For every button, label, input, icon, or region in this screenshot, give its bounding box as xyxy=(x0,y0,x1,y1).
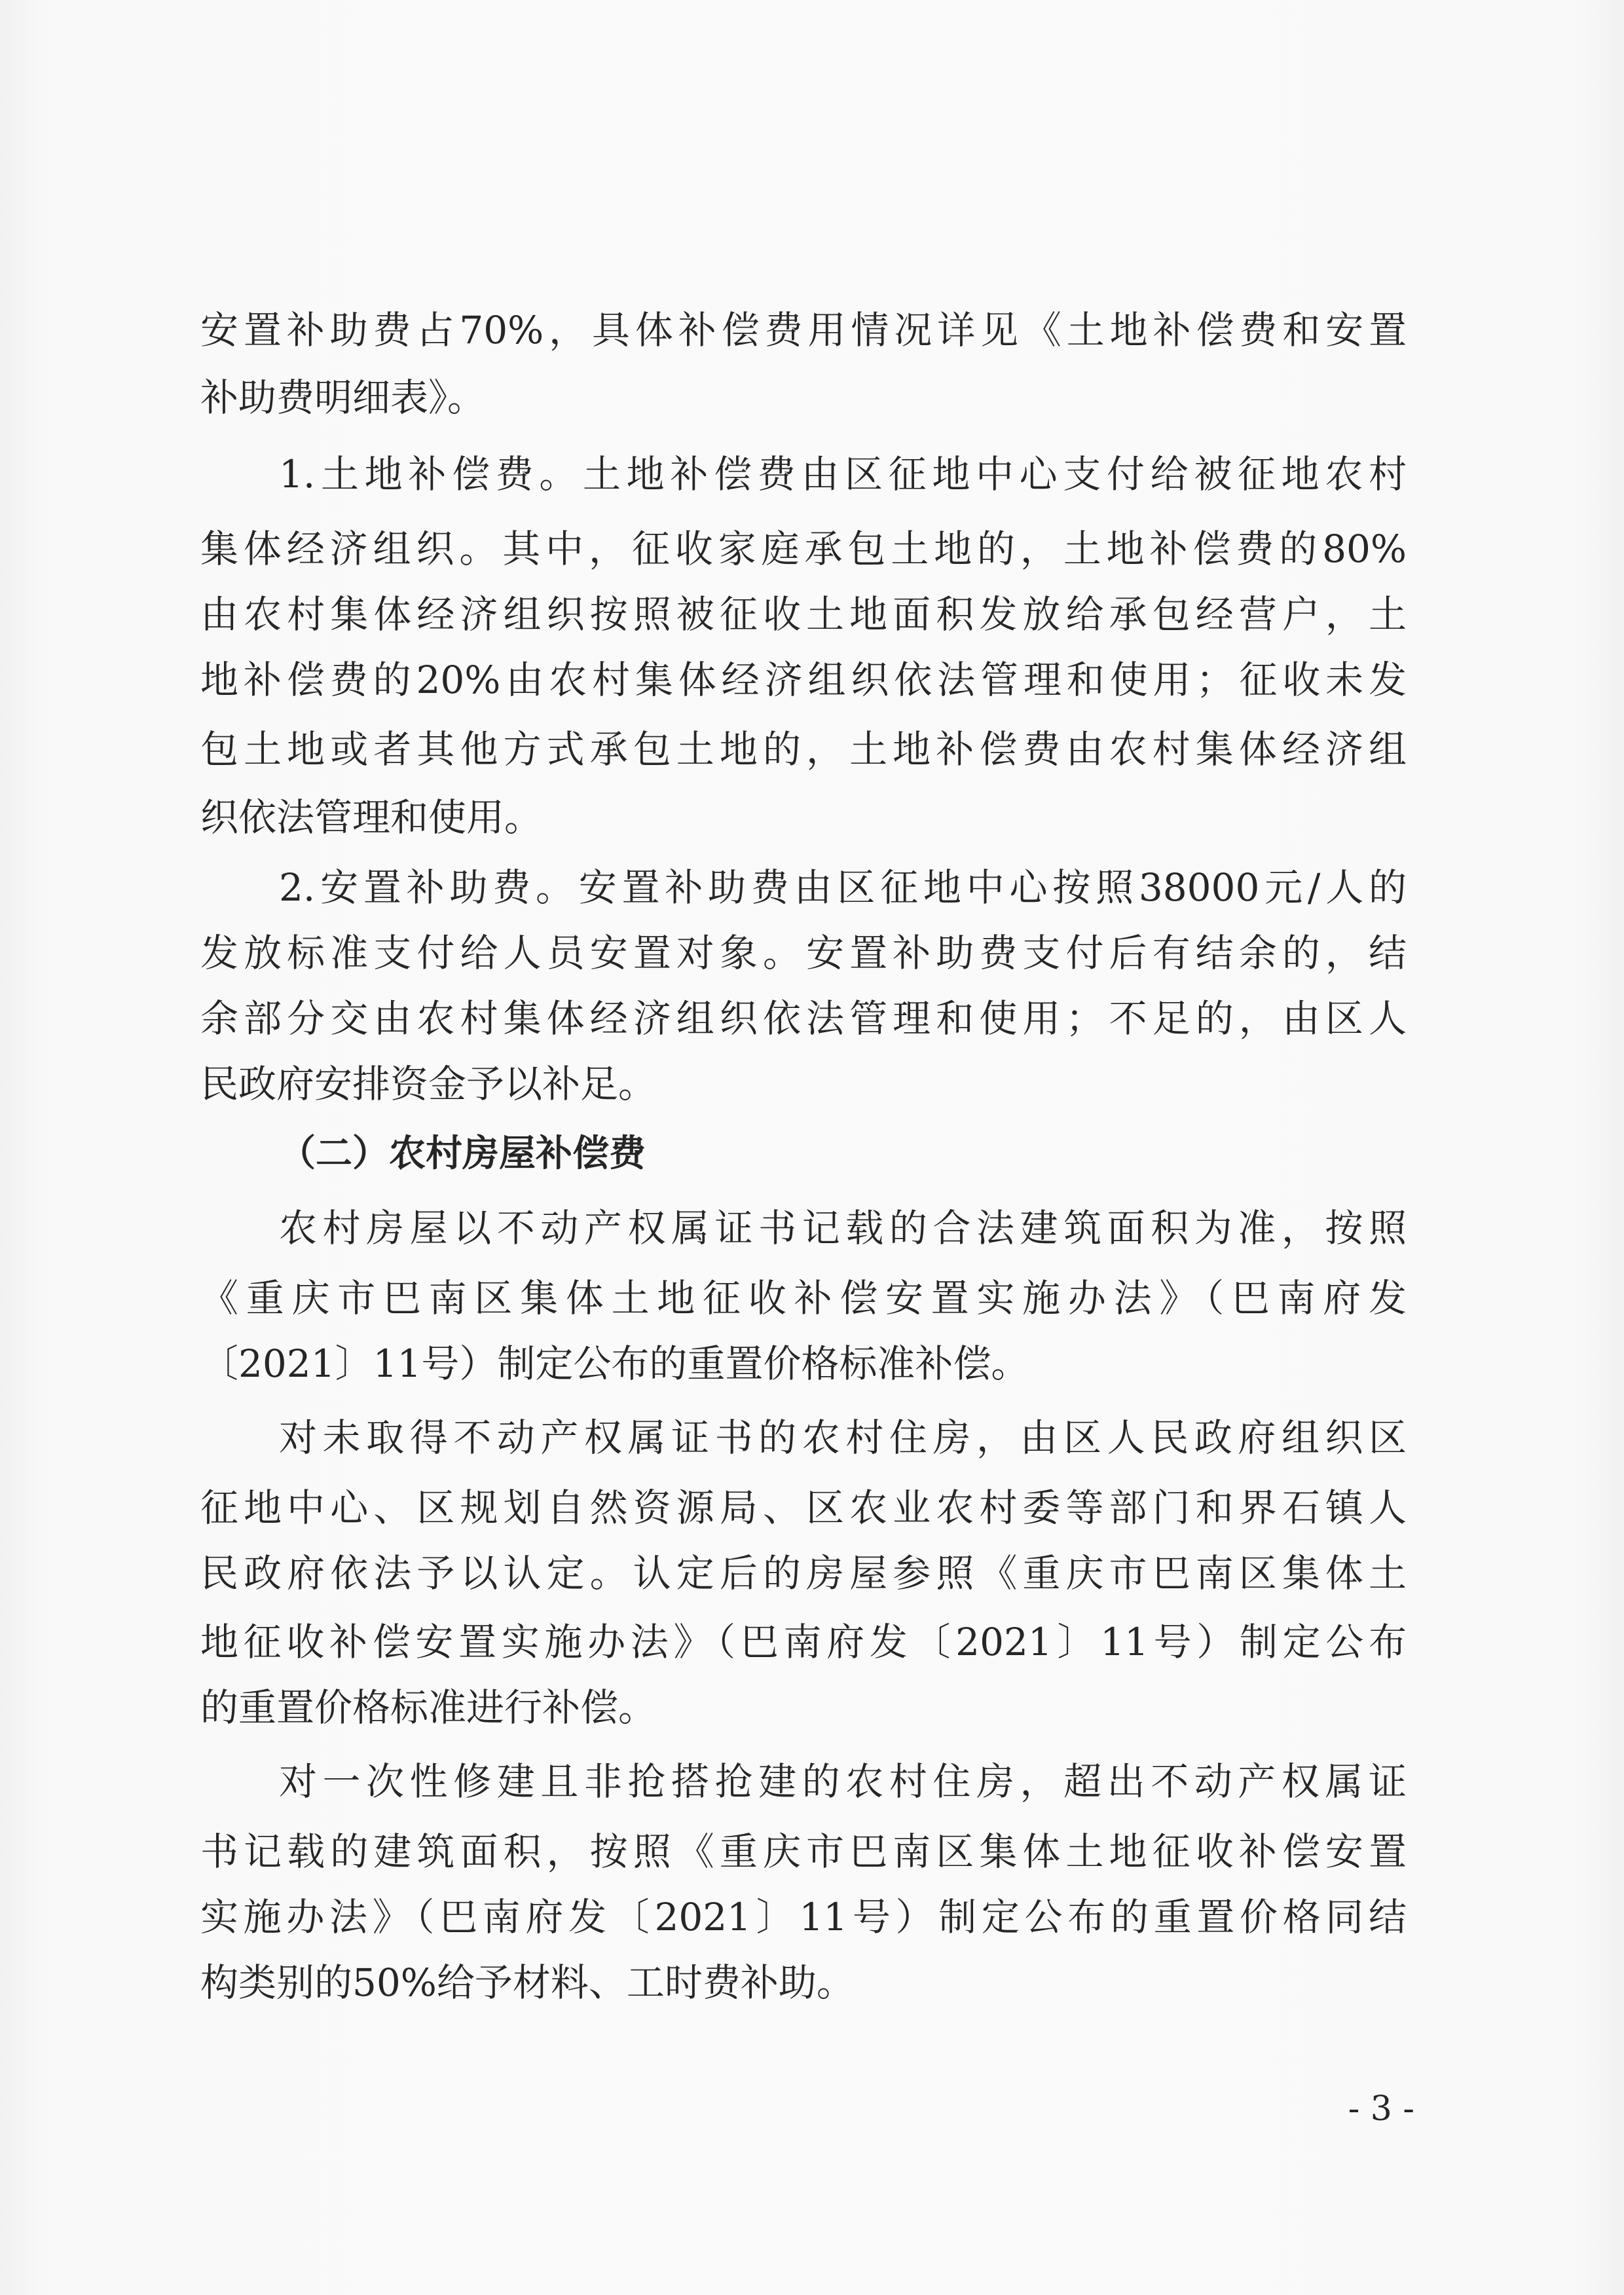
text-line: 实施办法》（巴南府发〔2021〕11号）制定公布的重置价格同结 xyxy=(200,1895,1407,1939)
text-line: 2.安置补助费。安置补助费由区征地中心按照38000元/人的 xyxy=(279,865,1407,910)
text-line: 征地中心、区规划自然资源局、区农业农村委等部门和界石镇人 xyxy=(200,1485,1407,1530)
text-line: 发放标准支付给人员安置对象。安置补助费支付后有结余的，结 xyxy=(200,931,1407,975)
text-line: 地补偿费的20%由农村集体经济组织依法管理和使用；征收未发 xyxy=(200,658,1407,702)
text-line: 书记载的建筑面积，按照《重庆市巴南区集体土地征收补偿安置 xyxy=(200,1829,1407,1874)
text-line: 对一次性修建且非抢搭抢建的农村住房，超出不动产权属证 xyxy=(279,1759,1407,1804)
text-line: 的重置价格标准进行补偿。 xyxy=(200,1685,657,1730)
text-line: 民政府安排资金予以补足。 xyxy=(200,1062,657,1106)
text-line: 农村房屋以不动产权属证书记载的合法建筑面积为准，按照 xyxy=(279,1206,1407,1250)
text-line: 1.土地补偿费。土地补偿费由区征地中心支付给被征地农村 xyxy=(279,452,1407,496)
text-line: 地征收补偿安置实施办法》（巴南府发〔2021〕11号）制定公布 xyxy=(200,1620,1407,1664)
page-number: - 3 - xyxy=(1348,2089,1414,2129)
text-line: 安置补助费占70%，具体补偿费用情况详见《土地补偿费和安置 xyxy=(200,308,1407,352)
text-line: 余部分交由农村集体经济组织依法管理和使用；不足的，由区人 xyxy=(200,996,1407,1041)
text-line: 织依法管理和使用。 xyxy=(200,795,543,840)
text-line: 补助费明细表》。 xyxy=(200,375,486,420)
text-line: 由农村集体经济组织按照被征收土地面积发放给承包经营户，土 xyxy=(200,592,1407,637)
text-line: 包土地或者其他方式承包土地的，土地补偿费由农村集体经济组 xyxy=(200,727,1407,772)
text-line: 集体经济组织。其中，征收家庭承包土地的，土地补偿费的80% xyxy=(200,527,1407,571)
text-line: 《重庆市巴南区集体土地征收补偿安置实施办法》（巴南府发 xyxy=(200,1276,1407,1320)
text-line: 对未取得不动产权属证书的农村住房，由区人民政府组织区 xyxy=(279,1415,1407,1460)
text-line: 民政府依法予以认定。认定后的房屋参照《重庆市巴南区集体土 xyxy=(200,1551,1407,1595)
text-line: 构类别的50%给予材料、工时费补助。 xyxy=(200,1960,855,2005)
text-line: 〔2021〕11号）制定公布的重置价格标准补偿。 xyxy=(200,1341,1029,1386)
section-heading: （二）农村房屋补偿费 xyxy=(279,1132,646,1175)
